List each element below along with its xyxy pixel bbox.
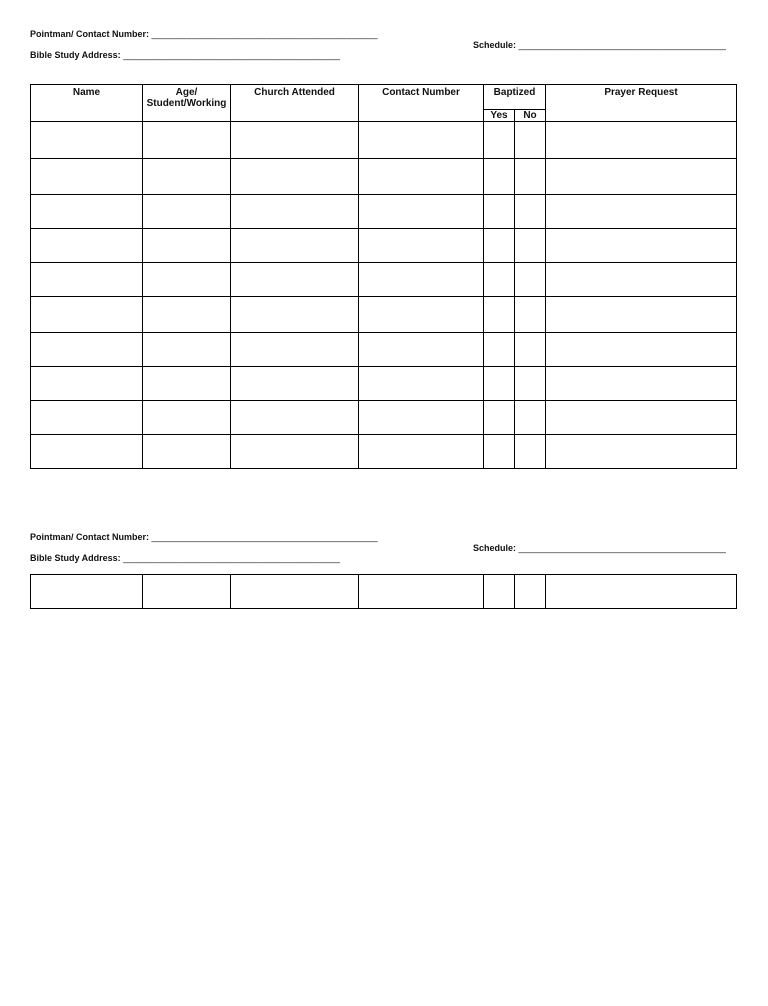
cell-church[interactable] — [231, 575, 359, 609]
roster-table — [30, 84, 737, 469]
cell-name[interactable] — [31, 401, 143, 435]
cell-contact[interactable] — [359, 333, 484, 367]
pointman-contact-field-2 — [30, 532, 377, 542]
cell-age[interactable] — [143, 575, 231, 609]
cell-no[interactable] — [515, 333, 546, 367]
cell-yes[interactable] — [484, 401, 515, 435]
cell-yes[interactable] — [484, 435, 515, 469]
bible-study-address-field — [30, 50, 340, 60]
cell-church[interactable] — [231, 159, 359, 195]
cell-name[interactable] — [31, 435, 143, 469]
table-row — [31, 263, 737, 297]
bible-study-address-label: Bible Study Address: — [30, 50, 121, 60]
cell-contact[interactable] — [359, 367, 484, 401]
cell-prayer[interactable] — [546, 122, 737, 159]
schedule-blank[interactable]: ____________________________________________ — [518, 40, 726, 50]
pointman-contact-label: Pointman/ Contact Number: — [30, 29, 150, 39]
cell-yes[interactable] — [484, 367, 515, 401]
cell-yes[interactable] — [484, 122, 515, 159]
cell-yes[interactable] — [484, 159, 515, 195]
cell-name[interactable] — [31, 575, 143, 609]
cell-contact[interactable] — [359, 297, 484, 333]
pointman-contact-label-2: Pointman/ Contact Number: — [30, 532, 150, 542]
cell-name[interactable] — [31, 297, 143, 333]
cell-prayer[interactable] — [546, 195, 737, 229]
cell-contact[interactable] — [359, 575, 484, 609]
cell-prayer[interactable] — [546, 229, 737, 263]
cell-church[interactable] — [231, 229, 359, 263]
cell-yes[interactable] — [484, 263, 515, 297]
cell-contact[interactable] — [359, 159, 484, 195]
cell-prayer[interactable] — [546, 159, 737, 195]
table-row — [31, 122, 737, 159]
header-prayer: Prayer Request — [546, 85, 737, 122]
table-row — [31, 159, 737, 195]
cell-contact[interactable] — [359, 401, 484, 435]
cell-contact[interactable] — [359, 122, 484, 159]
cell-yes[interactable] — [484, 195, 515, 229]
cell-no[interactable] — [515, 159, 546, 195]
cell-church[interactable] — [231, 333, 359, 367]
cell-church[interactable] — [231, 367, 359, 401]
cell-contact[interactable] — [359, 229, 484, 263]
bible-study-address-field-2 — [30, 553, 340, 563]
cell-yes[interactable] — [484, 297, 515, 333]
cell-church[interactable] — [231, 263, 359, 297]
cell-church[interactable] — [231, 435, 359, 469]
roster-table-2 — [30, 574, 737, 609]
cell-no[interactable] — [515, 122, 546, 159]
schedule-blank-2[interactable]: ____________________________________________ — [518, 543, 726, 553]
cell-contact[interactable] — [359, 435, 484, 469]
cell-prayer[interactable] — [546, 333, 737, 367]
cell-prayer[interactable] — [546, 367, 737, 401]
pointman-contact-field — [30, 29, 377, 39]
table-row — [31, 367, 737, 401]
header-name: Name — [31, 85, 143, 122]
cell-name[interactable] — [31, 229, 143, 263]
cell-name[interactable] — [31, 333, 143, 367]
cell-yes[interactable] — [484, 229, 515, 263]
cell-prayer[interactable] — [546, 297, 737, 333]
cell-no[interactable] — [515, 195, 546, 229]
header-age-line1: Age/ — [175, 87, 198, 98]
cell-name[interactable] — [31, 367, 143, 401]
cell-prayer[interactable] — [546, 263, 737, 297]
cell-no[interactable] — [515, 367, 546, 401]
pointman-contact-blank[interactable]: ________________________________________________ — [151, 29, 378, 39]
cell-yes[interactable] — [484, 333, 515, 367]
cell-no[interactable] — [515, 575, 546, 609]
bible-study-address-blank[interactable]: ______________________________________________ — [123, 50, 340, 60]
cell-contact[interactable] — [359, 195, 484, 229]
cell-age[interactable] — [143, 159, 231, 195]
cell-name[interactable] — [31, 122, 143, 159]
cell-age[interactable] — [143, 263, 231, 297]
cell-age[interactable] — [143, 333, 231, 367]
bible-study-address-label-2: Bible Study Address: — [30, 553, 121, 563]
cell-contact[interactable] — [359, 263, 484, 297]
cell-no[interactable] — [515, 297, 546, 333]
header-baptized-no: No — [515, 110, 546, 122]
table-row — [31, 195, 737, 229]
cell-name[interactable] — [31, 159, 143, 195]
table-row — [31, 333, 737, 367]
cell-age[interactable] — [143, 122, 231, 159]
table-row — [31, 401, 737, 435]
cell-age[interactable] — [143, 367, 231, 401]
cell-yes[interactable] — [484, 575, 515, 609]
schedule-field-2 — [473, 543, 726, 553]
header-age-line2: Student/Working — [146, 98, 227, 109]
cell-no[interactable] — [515, 401, 546, 435]
schedule-label: Schedule: — [473, 40, 517, 50]
cell-prayer[interactable] — [546, 401, 737, 435]
cell-prayer[interactable] — [546, 435, 737, 469]
cell-church[interactable] — [231, 297, 359, 333]
cell-no[interactable] — [515, 229, 546, 263]
table-row — [31, 297, 737, 333]
cell-age[interactable] — [143, 297, 231, 333]
header-age — [143, 85, 231, 122]
header-church: Church Attended — [231, 85, 359, 122]
header-baptized-yes: Yes — [484, 110, 515, 122]
table-row — [31, 575, 737, 609]
table-row — [31, 229, 737, 263]
cell-church[interactable] — [231, 195, 359, 229]
cell-age[interactable] — [143, 229, 231, 263]
table-row — [31, 435, 737, 469]
cell-age[interactable] — [143, 195, 231, 229]
bible-study-address-blank-2[interactable]: ______________________________________________ — [123, 553, 340, 563]
header-baptized: Baptized — [484, 85, 546, 110]
schedule-field — [473, 40, 726, 50]
cell-church[interactable] — [231, 401, 359, 435]
cell-age[interactable] — [143, 435, 231, 469]
cell-age[interactable] — [143, 401, 231, 435]
cell-prayer[interactable] — [546, 575, 737, 609]
header-contact: Contact Number — [359, 85, 484, 122]
cell-church[interactable] — [231, 122, 359, 159]
cell-name[interactable] — [31, 263, 143, 297]
cell-name[interactable] — [31, 195, 143, 229]
cell-no[interactable] — [515, 263, 546, 297]
pointman-contact-blank-2[interactable]: ________________________________________________ — [151, 532, 378, 542]
cell-no[interactable] — [515, 435, 546, 469]
schedule-label-2: Schedule: — [473, 543, 517, 553]
